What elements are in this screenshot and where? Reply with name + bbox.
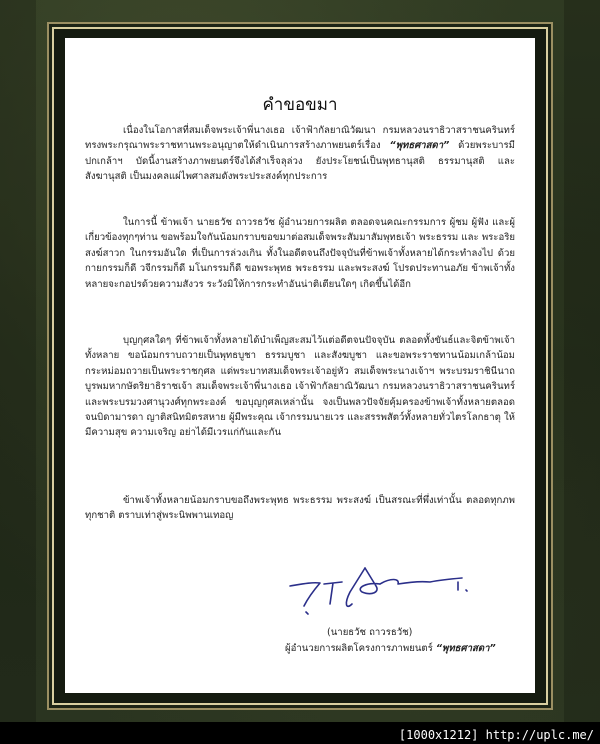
- paragraph-4-text: ข้าพเจ้าทั้งหลายน้อมกราบขอถึงพระพุทธ พระธรรม พระสงฆ์ เป็นสรณะที่พึ่งเท่านั้น ตลอดทุกภพทุกชาติ ตราบเท่าสู่พระนิพพานเทอญ: [85, 495, 515, 522]
- paragraph-1-text-after: ด้วยพระบารมีปกเกล้าฯ บัดนี้งานสร้างภาพยนตร์จึงได้สำเร็จลุล่วง ยังประโยชน์เป็นพุทธานุสติ ธรรมานุสติ และสังฆานุสติ เป็นมงคลแผ่ไพศาลสมดังพระประสงค์ทุกประการ: [85, 140, 515, 183]
- film-title: “พุทธศาสดา”: [389, 140, 450, 152]
- paragraph-3-text: บุญกุศลใดๆ ที่ข้าพเจ้าทั้งหลายได้บำเพ็ญสะสมไว้แต่อดีตจนปัจจุบัน ตลอดทั้งขันธ์และจิตข้าพเจ้าทั้งหลาย ขอน้อมกราบถวายเป็นพุทธบูชา ธรรมบูชา และสังฆบูชา และขอพระราชทานน้อมเกล้าน้อมกระหม่อมถวายเป็นพระราชกุศล แด่พระบาทสมเด็จพระเจ้าอยู่หัว สมเด็จพระนางเจ้าฯ พระบรมราชินีนาถ บูรพมหากษัตริยาธิราชเจ้า สมเด็จพระเจ้าพี่นางเธอ เจ้าฟ้ากัลยาณิวัฒนา กรมหลวงนราธิวาสราชนครินทร์ และพระบรมวงศานุวงศ์ทุกพระองค์ ขอบุญกุศลเหล่านั้น จงเป็นพลวปัจจัยคุ้มครองข้าพเจ้าทั้งหลายตลอดจนบิดามารดา ญาติสนิทมิตรสหาย ผู้มีพระคุณ เจ้ากรรมนายเวร และสรรพสัตว์ทั้งหลายทั่วไตรโลกธาตุ ให้มีความสุข ความเจริญ อย่าได้มีเวรแก่กันและกัน: [85, 335, 515, 439]
- frame-shadow-right: [564, 0, 600, 722]
- document-paper: [65, 38, 535, 693]
- paragraph-1: [85, 123, 515, 185]
- paragraph-4: [85, 493, 515, 524]
- paragraph-2-text: ในการนี้ ข้าพเจ้า นายธวัช ถาวรธวัช ผู้อำนวยการผลิต ตลอดจนคณะกรรมการ ผู้ชม ผู้ฟัง และผู้เกี่ยวข้องทุกๆท่าน ขอพร้อมใจกันน้อมกราบขอขมาต่อสมเด็จพระสัมมาสัมพุทธเจ้า พระธรรม และ พระอริยสงฆ์สาวก ในกรรมอันใด ที่เป็นการล่วงเกิน ทั้งในอดีตจนถึงปัจจุบันที่ข้าพเจ้าทั้งหลายได้กระทำลงไป ด้วยกายกรรมก็ดี วจีกรรมก็ดี มโนกรรมก็ดี ขอพระพุทธ พระธรรม และพระสงฆ์ โปรดประทานอภัย ข้าพเจ้าทั้งหลายจะกอปรด้วยความสังวร ระวังมิให้การกระทำอันน่าติเตียนใดๆ เกิดขึ้นได้อีก: [85, 217, 515, 290]
- signatory-position-text: ผู้อำนวยการผลิตโครงการภาพยนตร์: [285, 643, 436, 654]
- frame-shadow-left: [0, 0, 36, 722]
- handwritten-signature: [280, 564, 480, 624]
- image-host-watermark: [1000x1212] http://uplc.me/: [398, 728, 594, 742]
- signatory-position: [285, 641, 496, 656]
- paragraph-3: [85, 333, 515, 441]
- paragraph-1-text-before: เนื่องในโอกาสที่สมเด็จพระเจ้าพี่นางเธอ เจ้าฟ้ากัลยาณิวัฒนา กรมหลวงนราธิวาสราชนครินทร์ ทรงพระกรุณาพระราชทานพระอนุญาตให้ดำเนินการสร้างภาพยนตร์เรื่อง: [85, 125, 515, 152]
- paragraph-2: [85, 215, 515, 292]
- signatory-name: (นายธวัช ถาวรธวัช): [327, 627, 413, 638]
- document-title: คำขอขมา: [262, 95, 338, 115]
- signature-block: [65, 564, 535, 694]
- signature-film-title: “พุทธศาสดา”: [435, 643, 496, 654]
